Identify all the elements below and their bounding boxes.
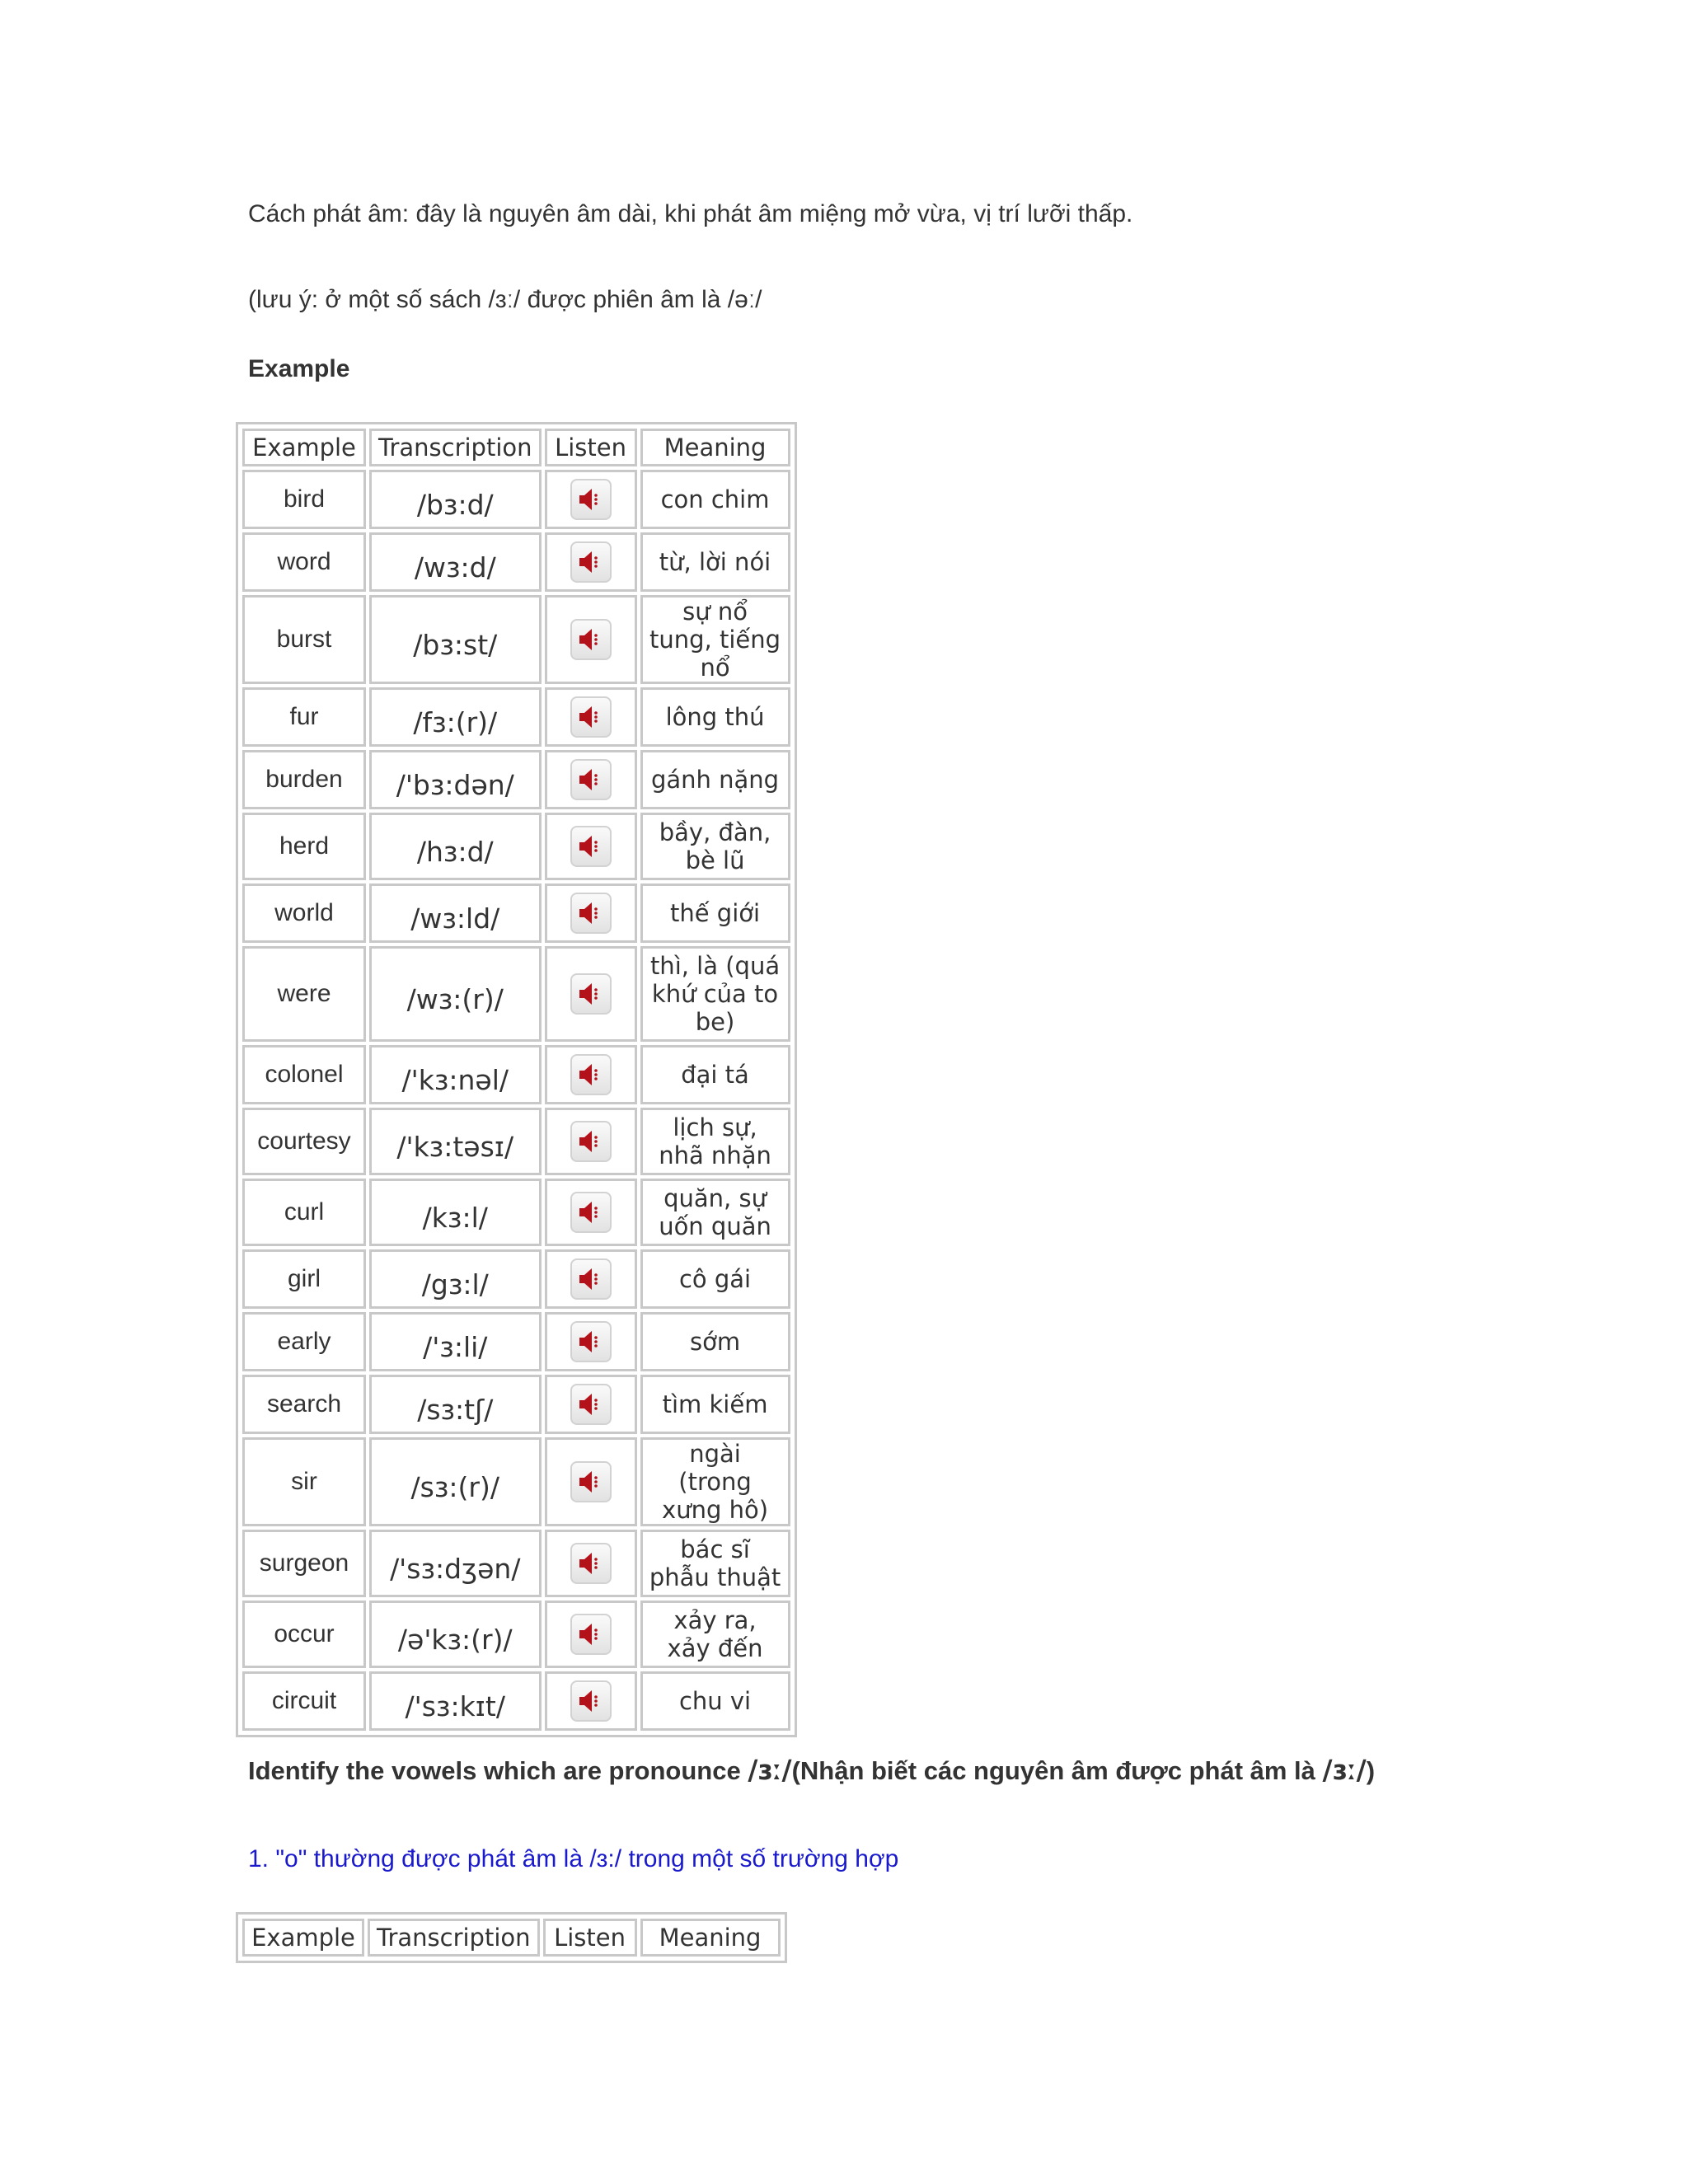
example-word: surgeon [242, 1530, 366, 1597]
speaker-icon[interactable] [570, 1680, 612, 1722]
listen-cell [545, 470, 637, 529]
speaker-icon[interactable] [570, 1054, 612, 1095]
listen-cell [545, 1375, 637, 1434]
speaker-icon[interactable] [570, 1384, 612, 1425]
example-meaning: lịch sự, nhã nhặn [640, 1108, 790, 1175]
example-word: colonel [242, 1045, 366, 1104]
listen-cell [545, 883, 637, 943]
example-meaning: sự nổ tung, tiếng nổ [640, 595, 790, 684]
speaker-icon[interactable] [570, 1461, 612, 1502]
transcription-text: /bɜ:st/ [413, 628, 498, 661]
speaker-icon[interactable] [570, 893, 612, 934]
listen-cell [545, 1601, 637, 1668]
example-word: sir [242, 1437, 366, 1526]
speaker-icon[interactable] [570, 1192, 612, 1233]
example-word: were [242, 946, 366, 1042]
example-transcription [369, 1530, 542, 1597]
table-row [242, 1108, 790, 1175]
table-row [242, 1671, 790, 1731]
transcription-text: /kɜ:l/ [422, 1201, 488, 1234]
example-meaning: từ, lời nói [640, 532, 790, 592]
example-word: burden [242, 750, 366, 809]
table-row [242, 946, 790, 1042]
transcription-text: /ə'kɜ:(r)/ [397, 1623, 513, 1656]
transcription-text: /'ɜ:li/ [423, 1330, 488, 1363]
identify-heading-end: ) [1366, 1756, 1376, 1785]
transcription-text: /sɜ:tʃ/ [417, 1393, 494, 1426]
header-listen: Listen [545, 429, 637, 466]
table-row [242, 1601, 790, 1668]
speaker-icon[interactable] [570, 759, 612, 800]
table-row [242, 883, 790, 943]
transcription-text: /hɜ:d/ [416, 835, 494, 868]
example-transcription [369, 1601, 542, 1668]
transcription-text: /bɜ:d/ [416, 488, 494, 521]
example-transcription [369, 750, 542, 809]
transcription-text: /'sɜ:dʒən/ [390, 1552, 521, 1585]
identify-heading-middle: (Nhận biết các nguyên âm được phát âm là [791, 1756, 1323, 1785]
speaker-icon[interactable] [570, 826, 612, 867]
table-row [242, 1530, 790, 1597]
example-meaning: cô gái [640, 1249, 790, 1309]
example-word: curl [242, 1179, 366, 1246]
transcription-text: /fɜ:(r)/ [413, 705, 498, 738]
example-transcription [369, 595, 542, 684]
example-transcription [369, 946, 542, 1042]
example-transcription [369, 1437, 542, 1526]
example-table-body [242, 470, 790, 1731]
speaker-icon[interactable] [570, 696, 612, 738]
listen-cell [545, 750, 637, 809]
table-row [242, 1312, 790, 1371]
example-word: girl [242, 1249, 366, 1309]
pronunciation-description: Cách phát âm: đây là nguyên âm dài, khi phát âm miệng mở vừa, vị trí lưỡi thấp. [248, 200, 1133, 227]
table-header-row [242, 429, 790, 466]
table-row [242, 595, 790, 684]
transcription-text: /'sɜ:kɪt/ [405, 1690, 505, 1722]
example-meaning: lông thú [640, 687, 790, 747]
transcription-text: /'kɜ:təsɪ/ [396, 1130, 514, 1163]
speaker-icon[interactable] [570, 479, 612, 520]
example-heading: Example [248, 355, 350, 382]
example-word: search [242, 1375, 366, 1434]
speaker-icon[interactable] [570, 541, 612, 583]
example-meaning: ngài (trong xưng hô) [640, 1437, 790, 1526]
example-meaning: bầy, đàn, bè lũ [640, 813, 790, 880]
example-word: early [242, 1312, 366, 1371]
example-meaning: thế giới [640, 883, 790, 943]
example-meaning: tìm kiếm [640, 1375, 790, 1434]
transcription-note: (lưu ý: ở một số sách /ɜː/ được phiên âm là /əː/ [248, 286, 762, 313]
example-transcription [369, 1249, 542, 1309]
example-word: fur [242, 687, 366, 747]
example-transcription [369, 1671, 542, 1731]
example-transcription [369, 470, 542, 529]
example-meaning: bác sĩ phẫu thuật [640, 1530, 790, 1597]
example-meaning: gánh nặng [640, 750, 790, 809]
listen-cell [545, 1437, 637, 1526]
speaker-icon[interactable] [570, 619, 612, 660]
listen-cell [545, 687, 637, 747]
speaker-icon[interactable] [570, 1614, 612, 1655]
example-word: world [242, 883, 366, 943]
header-example: Example [242, 429, 366, 466]
listen-cell [545, 595, 637, 684]
example-word: burst [242, 595, 366, 684]
listen-cell [545, 1671, 637, 1731]
listen-cell [545, 1179, 637, 1246]
example-transcription [369, 1312, 542, 1371]
example-meaning: chu vi [640, 1671, 790, 1731]
example-transcription [369, 1179, 542, 1246]
example-meaning: xảy ra, xảy đến [640, 1601, 790, 1668]
listen-cell [545, 1249, 637, 1309]
table-row [242, 1249, 790, 1309]
example-meaning: quăn, sự uốn quăn [640, 1179, 790, 1246]
example-table [236, 422, 797, 1737]
table-row [242, 750, 790, 809]
example-meaning: sớm [640, 1312, 790, 1371]
speaker-icon[interactable] [570, 1258, 612, 1300]
table-row [242, 687, 790, 747]
listen-cell [545, 1530, 637, 1597]
header-meaning: Meaning [640, 1919, 781, 1957]
listen-cell [545, 1312, 637, 1371]
example-meaning: đại tá [640, 1045, 790, 1104]
example-transcription [369, 1375, 542, 1434]
example-word: herd [242, 813, 366, 880]
identify-heading-start: Identify the vowels which are pronounce [248, 1756, 748, 1785]
table-row [242, 470, 790, 529]
example-word: word [242, 532, 366, 592]
transcription-text: /'bɜ:dən/ [396, 768, 514, 801]
transcription-text: /wɜ:ld/ [410, 902, 500, 935]
header-meaning: Meaning [640, 429, 790, 466]
rule-o-table [236, 1912, 787, 1963]
example-meaning: con chim [640, 470, 790, 529]
transcription-text: /wɜ:(r)/ [406, 982, 504, 1015]
listen-cell [545, 532, 637, 592]
listen-cell [545, 1108, 637, 1175]
table-row [242, 813, 790, 880]
example-transcription [369, 1108, 542, 1175]
table-row [242, 1045, 790, 1104]
listen-cell [545, 946, 637, 1042]
table-row [242, 1179, 790, 1246]
transcription-text: /sɜ:(r)/ [410, 1470, 499, 1503]
example-meaning: thì, là (quá khứ của to be) [640, 946, 790, 1042]
header-transcription: Transcription [368, 1919, 540, 1957]
transcription-text: /'kɜ:nəl/ [401, 1063, 509, 1096]
table-row [242, 1437, 790, 1526]
example-word: bird [242, 470, 366, 529]
identify-heading-ipa-second: /ɜː/ [1322, 1754, 1367, 1786]
speaker-icon[interactable] [570, 1543, 612, 1584]
rule-o-heading: 1. "o" thường được phát âm là /ɜ:/ trong một số trường hợp [248, 1845, 899, 1872]
transcription-text: /wɜ:d/ [414, 551, 496, 583]
speaker-icon[interactable] [570, 1321, 612, 1362]
example-transcription [369, 883, 542, 943]
transcription-text: /gɜ:l/ [421, 1268, 489, 1301]
table-header-row [242, 1919, 781, 1957]
example-word: courtesy [242, 1108, 366, 1175]
listen-cell [545, 813, 637, 880]
identify-heading [248, 1754, 1375, 1788]
example-transcription [369, 532, 542, 592]
table-row [242, 532, 790, 592]
header-transcription: Transcription [369, 429, 542, 466]
example-transcription [369, 1045, 542, 1104]
header-example: Example [242, 1919, 364, 1957]
example-transcription [369, 687, 542, 747]
example-word: circuit [242, 1671, 366, 1731]
listen-cell [545, 1045, 637, 1104]
speaker-icon[interactable] [570, 1121, 612, 1162]
example-word: occur [242, 1601, 366, 1668]
identify-heading-ipa: /ɜː/ [748, 1754, 792, 1786]
example-transcription [369, 813, 542, 880]
speaker-icon[interactable] [570, 973, 612, 1015]
table-row [242, 1375, 790, 1434]
header-listen: Listen [543, 1919, 637, 1957]
